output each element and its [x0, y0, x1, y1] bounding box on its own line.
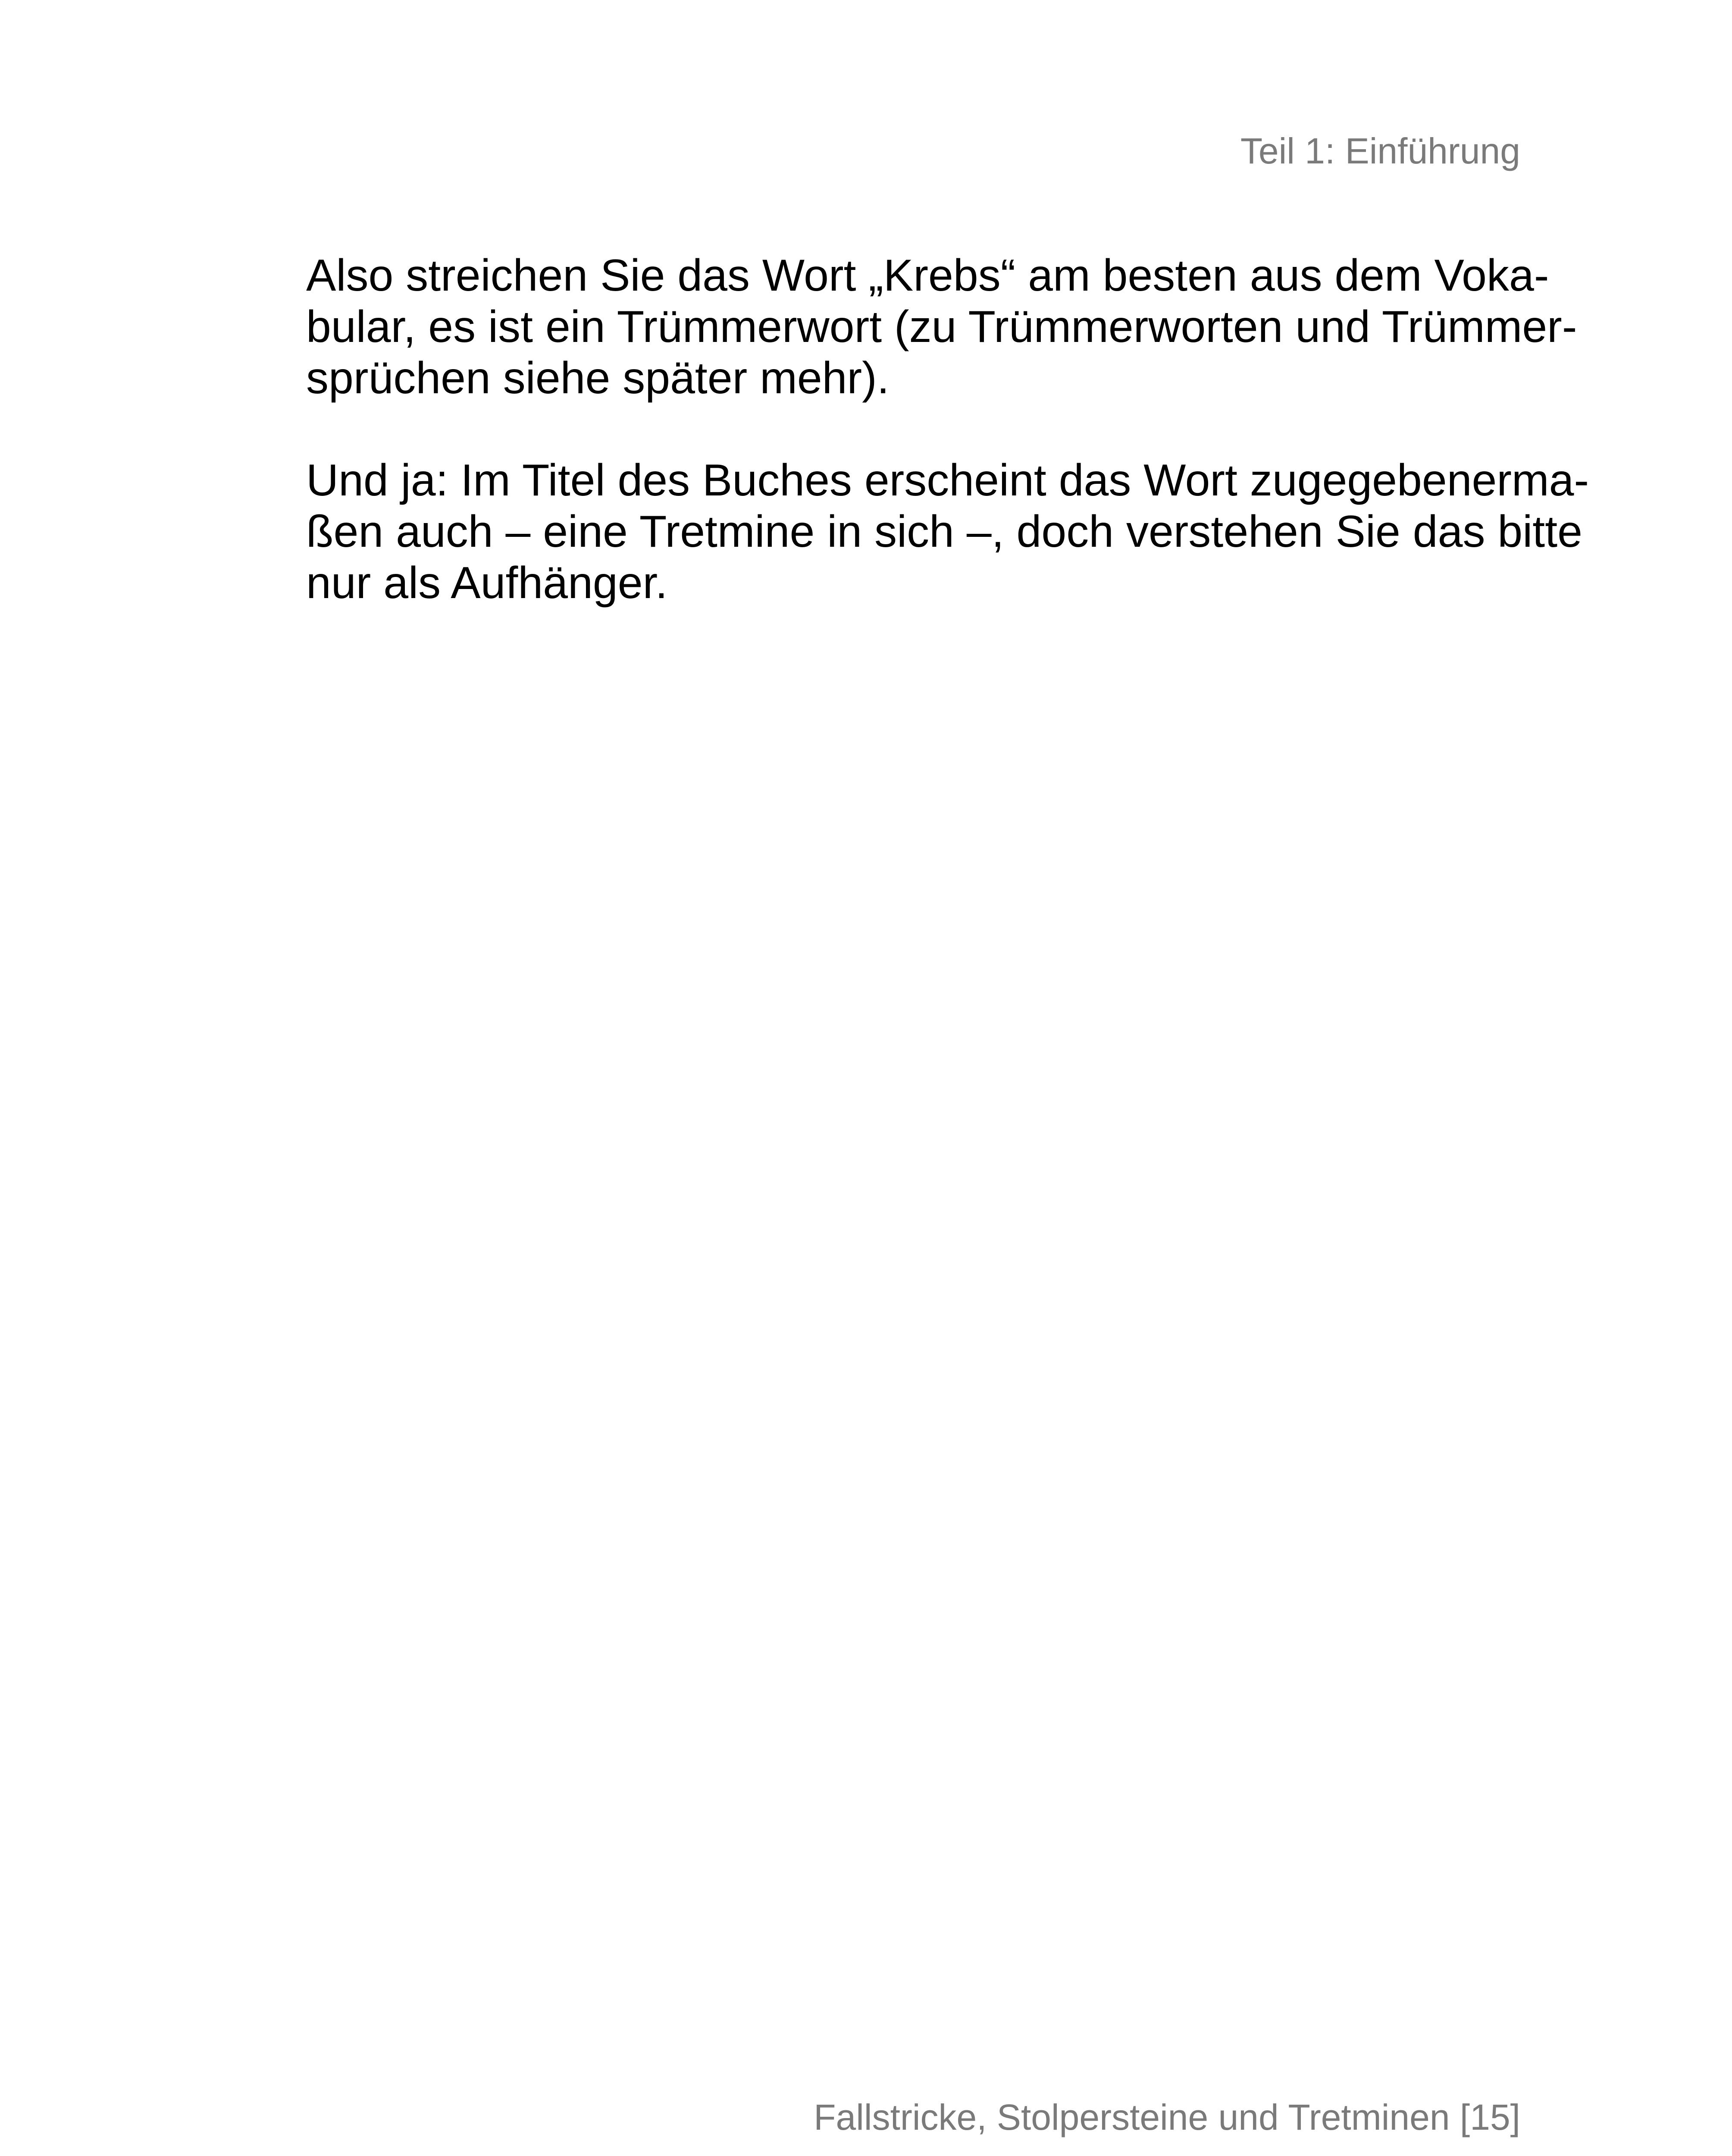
- text-line: Also streichen Sie das Wort „Krebs“ am besten aus dem Voka-: [306, 251, 1549, 301]
- paragraph-2: [306, 455, 1589, 609]
- running-header: Teil 1: Einführung: [1240, 131, 1520, 171]
- text-line: sprüchen siehe später mehr).: [306, 353, 889, 403]
- body-text: [306, 250, 1589, 660]
- paragraph-1: [306, 250, 1577, 404]
- text-line: bular, es ist ein Trümmerwort (zu Trümmerworten und Trümmer-: [306, 302, 1577, 352]
- text-line: Und ja: Im Titel des Buches erscheint das Wort zugegebenerma-: [306, 455, 1589, 505]
- text-line: ßen auch – eine Tretmine in sich –, doch verstehen Sie das bitte: [306, 507, 1582, 557]
- running-footer: Fallstricke, Stolpersteine und Tretminen [15]: [814, 2097, 1520, 2137]
- text-line: nur als Aufhänger.: [306, 558, 668, 608]
